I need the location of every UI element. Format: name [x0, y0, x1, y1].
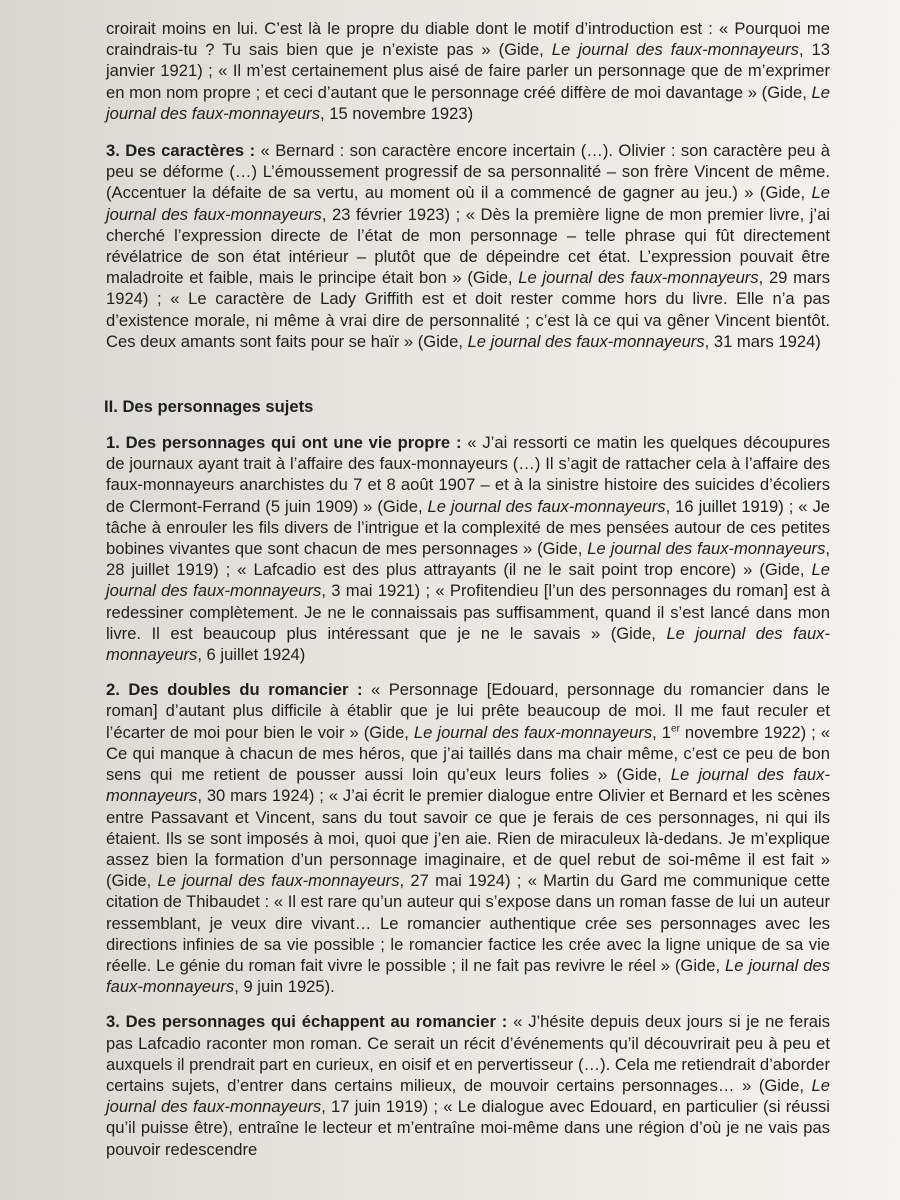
text: , 27 mai 1924) ; « Martin du Gard me communique cette citation de Thibaudet : « Il est rare qu’un auteur qui s’expose dans un roman fasse de lui un auteur ressemblant, je veux dire vivant… Le romancier authentique crée ses personnages avec les directions infinies de sa vie possible ; le romancier factice les crée avec la ligne unique de sa vie réelle. Le génie du roman fait vivre le possible ; il ne fait pas revivre le réel » (Gide, — [106, 871, 830, 975]
book-title: Le journal des faux-monnayeurs — [427, 496, 666, 516]
paragraph-doubles — [84, 679, 830, 997]
section-title: II. Des personnages sujets — [104, 397, 314, 417]
book-title: Le journal des faux-monnayeurs — [106, 183, 830, 224]
text: , 15 novembre 1923) — [320, 103, 474, 123]
superscript: er — [671, 723, 680, 735]
book-title: Le journal des faux-monnayeurs — [106, 560, 830, 601]
book-title: Le journal des faux-monnayeurs — [518, 268, 759, 288]
text: « J’ai ressorti ce matin les quelques découpures de journaux ayant trait à l’affaire des faux-monnayeurs (…) Il s’agit de rattacher cela à l’affaire des faux-monnayeurs anarchistes du 7 et 8 août 1907 – et à la sinistre histoire des suicides d’écoliers de Clermont-Ferrand (5 juin 1909) » (Gide, — [106, 433, 830, 516]
text: , 31 mars 1924) — [704, 331, 821, 351]
item-heading: 2. Des doubles du romancier : — [106, 680, 363, 700]
text: , 30 mars 1924) ; « J’ai écrit le premier dialogue entre Olivier et Bernard et les scènes entre Passavant et Vincent, sans du tout savoir ce que je ferais de ces personnages, ni qui ils étaient. Ils se sont imposés à moi, quoi que j’en aie. Rien de miraculeux là-dedans. Je m’explique assez bien la formation d’un personnage imaginaire, et de quel rebut de soi-même il est fait » (Gide, — [106, 786, 830, 891]
book-title: Le journal des faux-monnayeurs — [587, 539, 826, 559]
item-heading: 3. Des personnages qui échappent au romancier : — [106, 1012, 508, 1032]
text: , 6 juillet 1924) — [197, 645, 306, 665]
book-title: Le journal des faux-monnayeurs — [106, 623, 830, 665]
paragraph-echappent — [84, 1011, 830, 1159]
item-heading: 3. Des caractères : — [106, 141, 256, 161]
text: , 13 janvier 1921) ; « Il m’est certainement plus aisé de faire parler un personnage que de m’exprimer en mon nom propre ; et ceci d’autant que le personnage créé diffère de moi davantage » (Gide, — [106, 40, 831, 102]
book-title: Le journal des faux-monnayeurs — [413, 722, 653, 742]
paragraph-caracteres — [84, 140, 830, 352]
text: « Personnage [Edouard, personnage du romancier dans le roman] d’autant plus difficile à établir que je lui prête beaucoup de moi. Il me faut reculer et l’écarter de moi pour bien le voir » (Gide, — [106, 680, 830, 742]
book-title: Le journal des faux-monnayeurs — [106, 955, 830, 997]
book-title: Le journal des faux-monnayeurs — [467, 331, 705, 351]
text: , 23 février 1923) ; « Dès la première ligne de mon premier livre, j’ai cherché l’expression directe de l’état de mon personnage – telle phrase qui fût directement révélatrice de son état intérieur – plutôt que de dépeindre cet état. L’expression pouvait être maladroite et faible, mais le principe était bon » (Gide, — [106, 204, 830, 288]
book-title: Le journal des faux-monnayeurs — [106, 1075, 830, 1117]
text: , 9 juin 1925). — [234, 977, 335, 997]
text: , 1 — [652, 722, 672, 742]
paragraph-vie-propre — [84, 432, 830, 665]
text: , 28 juillet 1919) ; « Lafcadio est des plus attrayants (il ne le sait point trop encore) » (Gide, — [106, 539, 830, 580]
text: , 17 juin 1919) ; « Le dialogue avec Edouard, en particulier (si réussi qu’il puisse être), entraîne le lecteur et m’entraîne moi-même dans une région d’où je ne vais pas pouvoir redescendre — [106, 1097, 830, 1159]
text: , 16 juillet 1919) ; « Je tâche à enrouler les fils divers de l’intrigue et la complexité de mes pensées autour de ces petites bobines vivantes que sont chacun de mes personnages » (Gide, — [106, 496, 830, 559]
item-heading: 1. Des personnages qui ont une vie propre : — [106, 433, 462, 453]
book-title: Le journal des faux-monnayeurs — [157, 871, 400, 891]
book-title: Le journal des faux-monnayeurs — [551, 40, 799, 60]
text: , 29 mars 1924) ; « Le caractère de Lady Griffith est et doit rester comme hors du livre. Elle n’a pas d’existence morale, ni même à vrai dire de personnalité ; c’est là ce qui va gêner Vincent bientôt. Ces deux amants sont faits pour se haïr » (Gide, — [106, 268, 830, 351]
text: « J’hésite depuis deux jours si je ne ferais pas Lafcadio raconter mon roman. Ce serait un récit d’événements qu’il découvrirait peu à peu et auxquels il prendrait part en curieux, en oisif et en pervertisseur (…). Cela me retiendrait d’aborder certains sujets, d’entrer dans certains milieux, de mouvoir certains personnages… » (Gide, — [106, 1012, 831, 1095]
paragraph-intro — [84, 18, 830, 124]
book-title: Le journal des faux-monnayeurs — [106, 82, 830, 123]
text: « Bernard : son caractère encore incertain (…). Olivier : son caractère peu à peu se déforme (…) L’émoussement progressif de sa personnalité – son frère Vincent de même. (Accentuer la défaite de sa vertu, au moment où il a commencé de gagner au jeu.) » (Gide, — [106, 141, 830, 203]
text: , 3 mai 1921) ; « Profitendieu [l’un des personnages du roman] est à redessiner complètement. Je ne le connaissais pas suffisamment, quand il s’est lancé dans mon livre. Il est beaucoup plus intéressant que je ne le savais » (Gide, — [106, 581, 830, 643]
book-title: Le journal des faux-monnayeurs — [106, 765, 830, 806]
text: novembre 1922) ; « Ce qui manque à chacun de mes héros, que j’ai taillés dans ma chair même, c’est ce peu de bon sens qui me retient de pousser aussi loin qu’eux leurs folies » (Gide, — [106, 722, 831, 785]
text: croirait moins en lui. C’est là le propre du diable dont le motif d’introduction est : « Pourquoi me craindrais-tu ? Tu sais bien que je n’existe pas » (Gide, — [106, 19, 830, 60]
